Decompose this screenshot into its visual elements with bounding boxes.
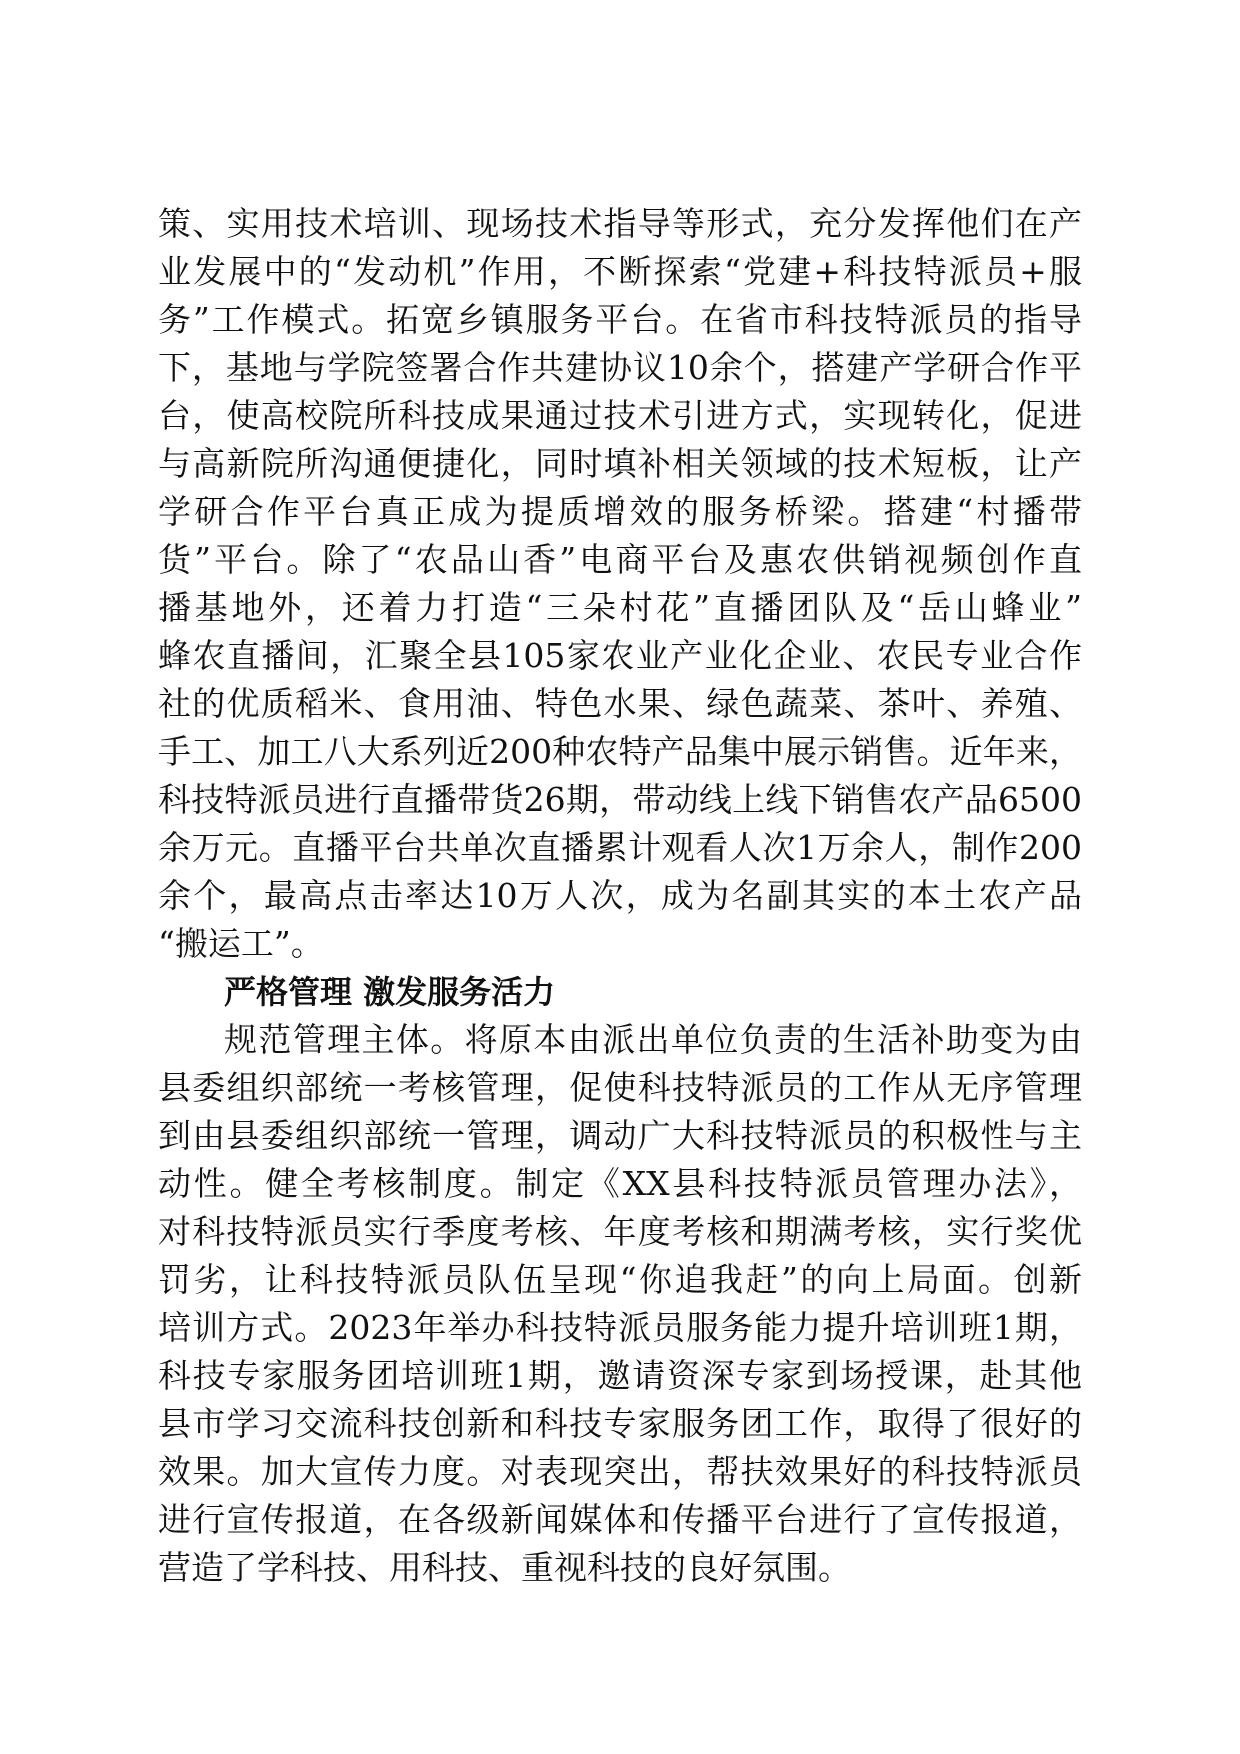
text-line: 科技专家服务团培训班1期，邀请资深专家到场授课，赴其他 — [158, 1356, 1082, 1395]
text-line: 与高新院所沟通便捷化，同时填补相关领域的技术短板，让产 — [158, 444, 1082, 483]
text-line: 下，基地与学院签署合作共建协议10余个，搭建产学研合作平 — [158, 348, 1082, 387]
text-line: 县市学习交流科技创新和科技专家服务团工作，取得了很好的 — [158, 1404, 1082, 1443]
text-line: 社的优质稻米、食用油、特色水果、绿色蔬菜、茶叶、养殖、 — [158, 684, 1082, 723]
document-body — [158, 200, 1082, 1592]
text-line: 播基地外，还着力打造“三朵村花”直播团队及“岳山蜂业” — [158, 588, 1082, 627]
paragraph-2 — [158, 1016, 1082, 1592]
text-line: 手工、加工八大系列近200种农特产品集中展示销售。近年来， — [158, 732, 1082, 771]
text-line: 货”平台。除了“农品山香”电商平台及惠农供销视频创作直 — [158, 540, 1082, 579]
text-line: 蜂农直播间，汇聚全县105家农业产业化企业、农民专业合作 — [158, 636, 1082, 675]
text-line: 县委组织部统一考核管理，促使科技特派员的工作从无序管理 — [158, 1068, 1082, 1107]
text-line: 营造了学科技、用科技、重视科技的良好氛围。 — [158, 1548, 851, 1587]
text-line: 业发展中的“发动机”作用，不断探索“党建+科技特派员+服 — [158, 252, 1082, 291]
text-line: 学研合作平台真正成为提质增效的服务桥梁。搭建“村播带 — [158, 492, 1082, 531]
text-line: 动性。健全考核制度。制定《XX县科技特派员管理办法》， — [158, 1164, 1082, 1203]
text-line: 台，使高校院所科技成果通过技术引进方式，实现转化，促进 — [158, 396, 1082, 435]
text-line: 科技特派员进行直播带货26期，带动线上线下销售农产品6500 — [158, 780, 1082, 819]
text-line: 效果。加大宣传力度。对表现突出，帮扶效果好的科技特派员 — [158, 1452, 1082, 1491]
section-heading: 严格管理 激发服务活力 — [224, 973, 556, 1011]
text-line: 策、实用技术培训、现场技术指导等形式，充分发挥他们在产 — [158, 204, 1082, 243]
paragraph-1 — [158, 200, 1082, 968]
text-line: 务”工作模式。拓宽乡镇服务平台。在省市科技特派员的指导 — [158, 300, 1082, 339]
text-line: 余万元。直播平台共单次直播累计观看人次1万余人，制作200 — [158, 828, 1082, 867]
text-line: “搬运工”。 — [158, 924, 324, 963]
text-line: 规范管理主体。将原本由派出单位负责的生活补助变为由 — [224, 1020, 1082, 1059]
text-line: 余个，最高点击率达10万人次，成为名副其实的本土农产品 — [158, 876, 1082, 915]
text-line: 进行宣传报道，在各级新闻媒体和传播平台进行了宣传报道， — [158, 1500, 1082, 1539]
text-line: 培训方式。2023年举办科技特派员服务能力提升培训班1期， — [158, 1308, 1082, 1347]
text-line: 到由县委组织部统一管理，调动广大科技特派员的积极性与主 — [158, 1116, 1082, 1155]
text-line: 对科技特派员实行季度考核、年度考核和期满考核，实行奖优 — [158, 1212, 1082, 1251]
text-line: 罚劣，让科技特派员队伍呈现“你追我赶”的向上局面。创新 — [158, 1260, 1082, 1299]
